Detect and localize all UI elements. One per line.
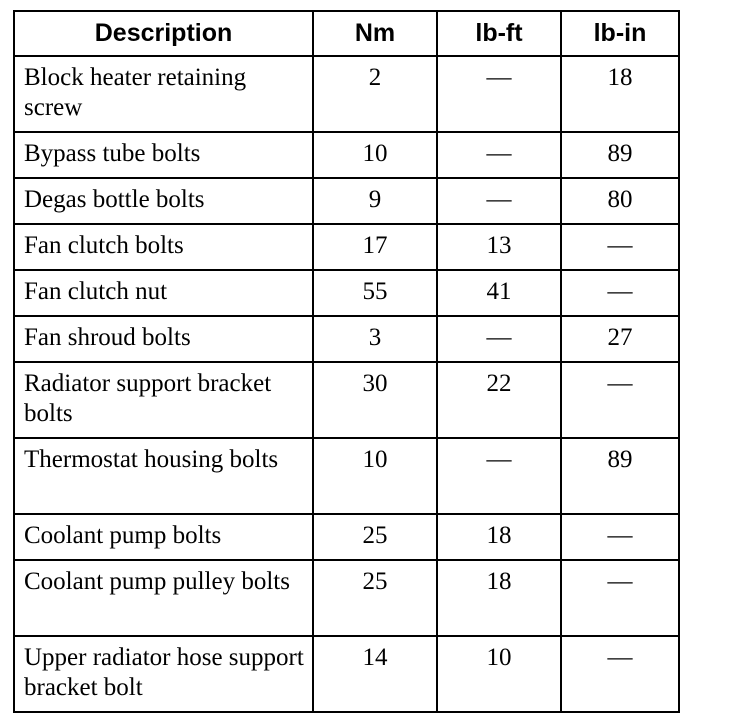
cell-lbin: 80 [561, 178, 679, 224]
header-lbft: lb-ft [437, 11, 561, 56]
cell-lbin: 27 [561, 316, 679, 362]
cell-lbft: — [437, 438, 561, 514]
cell-lbin: 89 [561, 132, 679, 178]
cell-description: Coolant pump bolts [14, 514, 313, 560]
cell-description: Radiator support bracket bolts [14, 362, 313, 438]
cell-nm: 25 [313, 560, 437, 636]
cell-lbin: — [561, 224, 679, 270]
cell-lbft: — [437, 316, 561, 362]
header-description: Description [14, 11, 313, 56]
cell-description: Degas bottle bolts [14, 178, 313, 224]
cell-nm: 55 [313, 270, 437, 316]
cell-nm: 17 [313, 224, 437, 270]
cell-lbft: 10 [437, 636, 561, 712]
cell-description: Upper radiator hose support bracket bolt [14, 636, 313, 712]
table-row [14, 362, 679, 438]
table-row [14, 56, 679, 132]
cell-lbft: 18 [437, 514, 561, 560]
cell-description: Fan shroud bolts [14, 316, 313, 362]
cell-lbft: — [437, 56, 561, 132]
cell-nm: 10 [313, 438, 437, 514]
cell-lbft: 41 [437, 270, 561, 316]
cell-lbin: — [561, 270, 679, 316]
cell-description: Fan clutch bolts [14, 224, 313, 270]
cell-lbin: — [561, 362, 679, 438]
cell-description: Block heater retaining screw [14, 56, 313, 132]
cell-nm: 30 [313, 362, 437, 438]
cell-lbin: — [561, 560, 679, 636]
table-row [14, 560, 679, 636]
cell-lbin: 18 [561, 56, 679, 132]
cell-lbin: — [561, 514, 679, 560]
cell-lbin: 89 [561, 438, 679, 514]
cell-lbft: 13 [437, 224, 561, 270]
table-row [14, 636, 679, 712]
header-nm: Nm [313, 11, 437, 56]
cell-description: Thermostat housing bolts [14, 438, 313, 514]
cell-description: Coolant pump pulley bolts [14, 560, 313, 636]
cell-description: Fan clutch nut [14, 270, 313, 316]
cell-description: Bypass tube bolts [14, 132, 313, 178]
cell-lbin: — [561, 636, 679, 712]
torque-spec-table [13, 10, 680, 713]
table-row [14, 178, 679, 224]
table-row [14, 316, 679, 362]
table-row [14, 514, 679, 560]
cell-nm: 10 [313, 132, 437, 178]
cell-lbft: — [437, 132, 561, 178]
cell-lbft: 22 [437, 362, 561, 438]
cell-lbft: — [437, 178, 561, 224]
header-row [14, 11, 679, 56]
table-row [14, 224, 679, 270]
header-lbin: lb-in [561, 11, 679, 56]
table-row [14, 270, 679, 316]
cell-nm: 14 [313, 636, 437, 712]
cell-nm: 9 [313, 178, 437, 224]
cell-nm: 2 [313, 56, 437, 132]
cell-nm: 3 [313, 316, 437, 362]
cell-lbft: 18 [437, 560, 561, 636]
table-row [14, 438, 679, 514]
table-row [14, 132, 679, 178]
cell-nm: 25 [313, 514, 437, 560]
